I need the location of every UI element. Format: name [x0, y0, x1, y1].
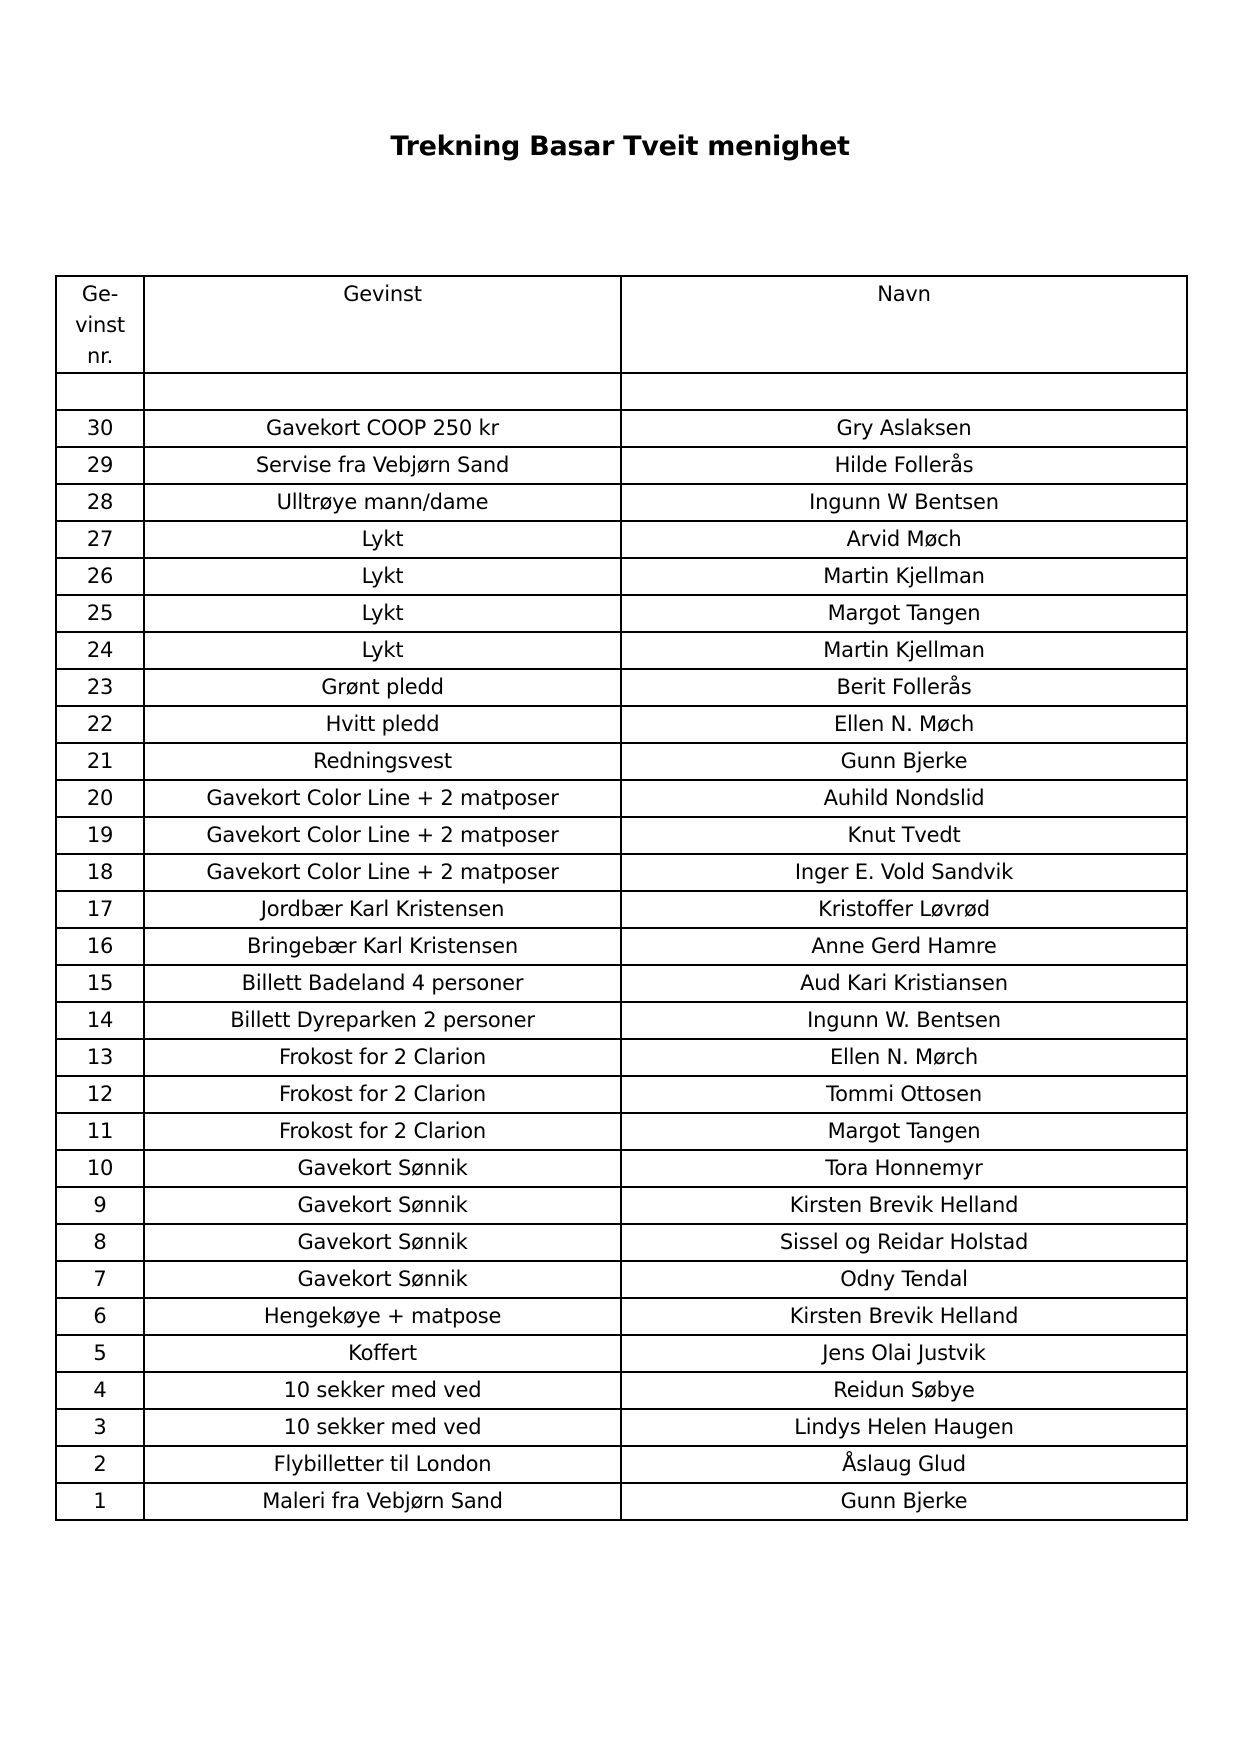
- table-row: [56, 1002, 1187, 1039]
- winner-name-cell: Kristoffer Løvrød: [621, 891, 1187, 928]
- prize-number-cell: 11: [56, 1113, 144, 1150]
- winner-name-cell: Kirsten Brevik Helland: [621, 1187, 1187, 1224]
- table-row: [56, 706, 1187, 743]
- header-prize-number-line: nr.: [86, 344, 114, 368]
- table-body: [56, 373, 1187, 1520]
- prize-cell: Jordbær Karl Kristensen: [144, 891, 621, 928]
- prize-number-cell: 2: [56, 1446, 144, 1483]
- winner-name-cell: Aud Kari Kristiansen: [621, 965, 1187, 1002]
- prize-draw-table: [55, 275, 1188, 1521]
- prize-number-cell: 23: [56, 669, 144, 706]
- prize-cell: Redningsvest: [144, 743, 621, 780]
- table-row: [56, 1483, 1187, 1520]
- prize-number-cell: 3: [56, 1409, 144, 1446]
- prize-number-cell: 5: [56, 1335, 144, 1372]
- winner-name-cell: Auhild Nondslid: [621, 780, 1187, 817]
- table-row: [56, 965, 1187, 1002]
- prize-number-cell: 21: [56, 743, 144, 780]
- prize-number-cell: 8: [56, 1224, 144, 1261]
- prize-number-cell: 25: [56, 595, 144, 632]
- header-prize: Gevinst: [144, 276, 621, 373]
- winner-name-cell: Kirsten Brevik Helland: [621, 1298, 1187, 1335]
- winner-name-cell: Knut Tvedt: [621, 817, 1187, 854]
- prize-number-cell: 7: [56, 1261, 144, 1298]
- prize-cell: Gavekort Color Line + 2 matposer: [144, 854, 621, 891]
- prize-cell: Gavekort Sønnik: [144, 1261, 621, 1298]
- prize-cell: Frokost for 2 Clarion: [144, 1076, 621, 1113]
- prize-number-cell: 19: [56, 817, 144, 854]
- table-row: [56, 780, 1187, 817]
- prize-number-cell: 1: [56, 1483, 144, 1520]
- winner-name-cell: Jens Olai Justvik: [621, 1335, 1187, 1372]
- prize-number-cell: [56, 373, 144, 410]
- prize-cell: Gavekort Color Line + 2 matposer: [144, 817, 621, 854]
- table-row: [56, 558, 1187, 595]
- table-row: [56, 1113, 1187, 1150]
- winner-name-cell: Ellen N. Mørch: [621, 1039, 1187, 1076]
- table-row: [56, 1150, 1187, 1187]
- prize-number-cell: 15: [56, 965, 144, 1002]
- prize-cell: Servise fra Vebjørn Sand: [144, 447, 621, 484]
- prize-number-cell: 9: [56, 1187, 144, 1224]
- table-row: [56, 743, 1187, 780]
- winner-name-cell: Anne Gerd Hamre: [621, 928, 1187, 965]
- prize-cell: Gavekort Sønnik: [144, 1187, 621, 1224]
- winner-name-cell: Tommi Ottosen: [621, 1076, 1187, 1113]
- table-row: [56, 1446, 1187, 1483]
- winner-name-cell: Tora Honnemyr: [621, 1150, 1187, 1187]
- winner-name-cell: Ingunn W Bentsen: [621, 484, 1187, 521]
- table-row: [56, 1409, 1187, 1446]
- prize-number-cell: 24: [56, 632, 144, 669]
- prize-number-cell: 26: [56, 558, 144, 595]
- winner-name-cell: Ingunn W. Bentsen: [621, 1002, 1187, 1039]
- winner-name-cell: Martin Kjellman: [621, 558, 1187, 595]
- winner-name-cell: Ellen N. Møch: [621, 706, 1187, 743]
- prize-number-cell: 10: [56, 1150, 144, 1187]
- table-row: [56, 484, 1187, 521]
- winner-name-cell: Gunn Bjerke: [621, 1483, 1187, 1520]
- table-row: [56, 1187, 1187, 1224]
- prize-cell: Gavekort Sønnik: [144, 1224, 621, 1261]
- winner-name-cell: Sissel og Reidar Holstad: [621, 1224, 1187, 1261]
- table-row: [56, 1076, 1187, 1113]
- prize-number-cell: 27: [56, 521, 144, 558]
- prize-number-cell: 16: [56, 928, 144, 965]
- prize-cell: Billett Badeland 4 personer: [144, 965, 621, 1002]
- table-row: [56, 1224, 1187, 1261]
- table-row: [56, 891, 1187, 928]
- prize-cell: Ulltrøye mann/dame: [144, 484, 621, 521]
- table-row: [56, 521, 1187, 558]
- table-row: [56, 373, 1187, 410]
- winner-name-cell: [621, 373, 1187, 410]
- prize-cell: Lykt: [144, 595, 621, 632]
- prize-number-cell: 22: [56, 706, 144, 743]
- table-row: [56, 410, 1187, 447]
- prize-cell: Flybilletter til London: [144, 1446, 621, 1483]
- table-row: [56, 595, 1187, 632]
- prize-number-cell: 6: [56, 1298, 144, 1335]
- prize-number-cell: 29: [56, 447, 144, 484]
- table-row: [56, 1372, 1187, 1409]
- table-row: [56, 632, 1187, 669]
- prize-cell: Hvitt pledd: [144, 706, 621, 743]
- prize-cell: Lykt: [144, 632, 621, 669]
- prize-number-cell: 12: [56, 1076, 144, 1113]
- prize-cell: Maleri fra Vebjørn Sand: [144, 1483, 621, 1520]
- prize-number-cell: 18: [56, 854, 144, 891]
- prize-cell: Gavekort COOP 250 kr: [144, 410, 621, 447]
- prize-cell: Billett Dyreparken 2 personer: [144, 1002, 621, 1039]
- prize-cell: Frokost for 2 Clarion: [144, 1113, 621, 1150]
- table-row: [56, 1039, 1187, 1076]
- winner-name-cell: Lindys Helen Haugen: [621, 1409, 1187, 1446]
- winner-name-cell: Martin Kjellman: [621, 632, 1187, 669]
- prize-cell: Gavekort Sønnik: [144, 1150, 621, 1187]
- table-row: [56, 1261, 1187, 1298]
- prize-number-cell: 14: [56, 1002, 144, 1039]
- prize-number-cell: 17: [56, 891, 144, 928]
- prize-cell: Hengekøye + matpose: [144, 1298, 621, 1335]
- winner-name-cell: Arvid Møch: [621, 521, 1187, 558]
- table-row: [56, 928, 1187, 965]
- prize-number-cell: 13: [56, 1039, 144, 1076]
- winner-name-cell: Margot Tangen: [621, 595, 1187, 632]
- winner-name-cell: Åslaug Glud: [621, 1446, 1187, 1483]
- winner-name-cell: Odny Tendal: [621, 1261, 1187, 1298]
- table-row: [56, 1298, 1187, 1335]
- prize-number-cell: 28: [56, 484, 144, 521]
- table-row: [56, 854, 1187, 891]
- winner-name-cell: Inger E. Vold Sandvik: [621, 854, 1187, 891]
- header-prize-number-line: Ge-: [81, 282, 119, 306]
- prize-number-cell: 20: [56, 780, 144, 817]
- prize-cell: Lykt: [144, 558, 621, 595]
- prize-cell: Frokost for 2 Clarion: [144, 1039, 621, 1076]
- prize-cell: 10 sekker med ved: [144, 1372, 621, 1409]
- table-header-row: [56, 276, 1187, 373]
- header-name: Navn: [621, 276, 1187, 373]
- winner-name-cell: Gry Aslaksen: [621, 410, 1187, 447]
- header-prize-number: [56, 276, 144, 373]
- winner-name-cell: Reidun Søbye: [621, 1372, 1187, 1409]
- table-row: [56, 1335, 1187, 1372]
- winner-name-cell: Hilde Follerås: [621, 447, 1187, 484]
- winner-name-cell: Gunn Bjerke: [621, 743, 1187, 780]
- prize-cell: [144, 373, 621, 410]
- prize-cell: Grønt pledd: [144, 669, 621, 706]
- table-row: [56, 817, 1187, 854]
- prize-number-cell: 4: [56, 1372, 144, 1409]
- header-prize-number-line: vinst: [75, 313, 125, 337]
- prize-cell: 10 sekker med ved: [144, 1409, 621, 1446]
- prize-cell: Koffert: [144, 1335, 621, 1372]
- prize-cell: Bringebær Karl Kristensen: [144, 928, 621, 965]
- table-row: [56, 669, 1187, 706]
- winner-name-cell: Berit Follerås: [621, 669, 1187, 706]
- prize-cell: Lykt: [144, 521, 621, 558]
- table-row: [56, 447, 1187, 484]
- prize-number-cell: 30: [56, 410, 144, 447]
- winner-name-cell: Margot Tangen: [621, 1113, 1187, 1150]
- document-title: Trekning Basar Tveit menighet: [390, 131, 850, 162]
- prize-cell: Gavekort Color Line + 2 matposer: [144, 780, 621, 817]
